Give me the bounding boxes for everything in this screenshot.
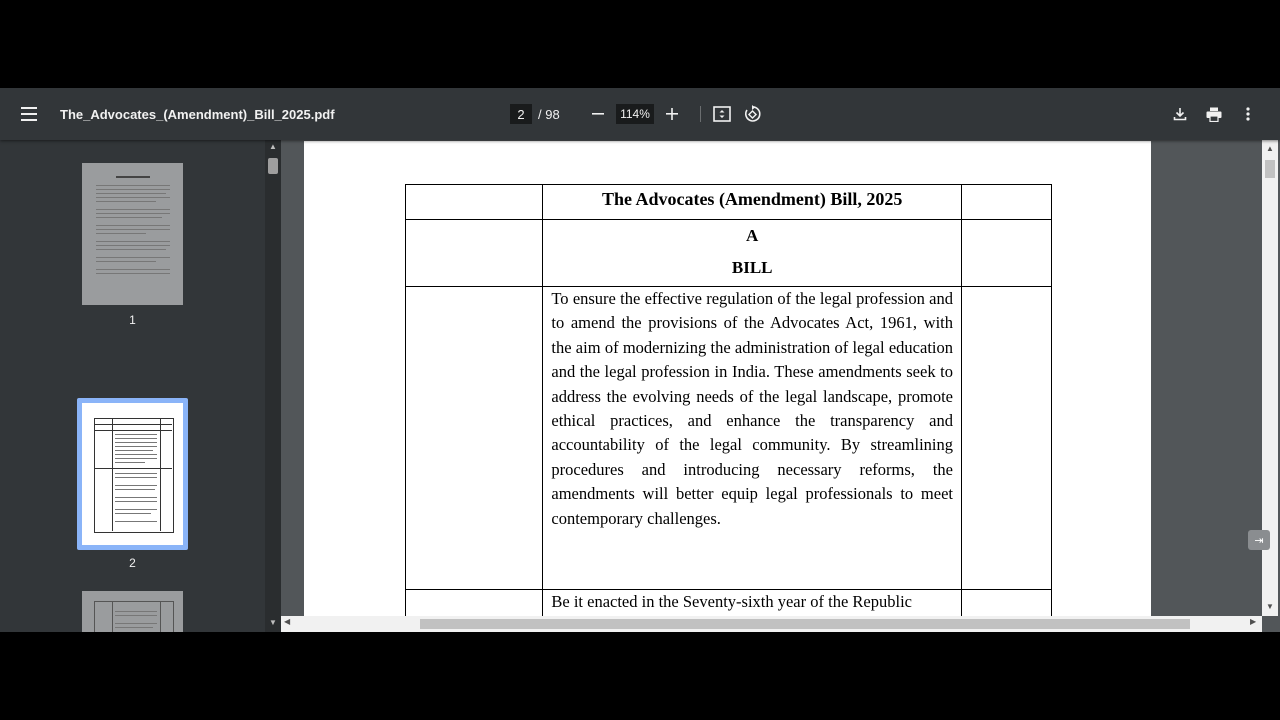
thumbnail-label: 1 <box>129 313 136 327</box>
scroll-right-icon[interactable]: ▶ <box>1250 617 1257 626</box>
fit-to-page-button[interactable] <box>706 88 738 140</box>
bill-heading-cell <box>543 220 962 287</box>
table-cell <box>962 220 1052 287</box>
bill-preamble <box>543 287 962 590</box>
bill-table <box>405 184 1052 621</box>
zoom-controls <box>582 88 688 140</box>
download-icon <box>1173 107 1187 121</box>
scroll-up-icon[interactable]: ▲ <box>1266 144 1274 153</box>
toolbar <box>0 88 1280 140</box>
more-actions-button[interactable] <box>1232 88 1264 140</box>
scroll-left-icon[interactable]: ◀ <box>284 617 291 626</box>
heading-bill: BILL <box>731 258 773 277</box>
vertical-scrollbar-thumb[interactable] <box>1265 160 1275 178</box>
bill-title: The Advocates (Amendment) Bill, 2025 <box>543 185 962 220</box>
table-cell <box>962 185 1052 220</box>
fit-page-icon <box>713 106 731 122</box>
download-button[interactable] <box>1164 88 1196 140</box>
zoom-in-icon <box>665 107 679 121</box>
table-cell <box>406 287 543 590</box>
menu-button[interactable] <box>14 88 46 140</box>
pdf-page <box>304 141 1151 621</box>
page-thumbnail[interactable] <box>82 163 183 305</box>
page-number-input[interactable] <box>510 104 532 124</box>
thumbnail-page-2[interactable] <box>82 403 183 545</box>
zoom-level-input[interactable] <box>616 104 654 124</box>
document-title: The_Advocates_(Amendment)_Bill_2025.pdf <box>60 106 335 122</box>
zoom-out-button[interactable] <box>582 98 614 130</box>
preamble-text: To ensure the effective regulation of the legal profession and to amend the provisions of the Advocates Act, 1961, with the aim of modernizing the administration of legal education and the legal profession in India. These amendments seek to address the evolving needs of the legal landscape, promote ethical practices, and enhance the transparency and accountability of the legal community. By streamlining procedures and introducing necessary reforms, the amendments will better equip legal professionals to meet contemporary challenges. <box>551 289 953 528</box>
sidebar-scroll-up-icon[interactable]: ▲ <box>269 142 277 151</box>
horizontal-scrollbar-thumb[interactable] <box>420 619 1190 629</box>
sidebar-scroll-down-icon[interactable]: ▼ <box>269 618 277 627</box>
enacting-clause: Be it enacted in the Seventy-sixth year of the Republic <box>543 590 962 622</box>
zoom-in-button[interactable] <box>656 98 688 130</box>
pdf-viewer <box>0 88 1280 632</box>
table-cell <box>962 287 1052 590</box>
thumbnail-label: 2 <box>129 556 136 570</box>
menu-icon <box>21 107 39 121</box>
sidebar-scrollbar[interactable] <box>265 140 281 632</box>
thumbnail-page-3[interactable] <box>82 591 183 632</box>
page-total: / 98 <box>538 106 560 122</box>
thumbnail-sidebar <box>0 140 265 632</box>
more-vert-icon <box>1246 107 1250 121</box>
thumbnail-page-1[interactable] <box>82 163 183 327</box>
zoom-out-icon <box>591 107 605 121</box>
sidebar-scrollbar-thumb[interactable] <box>268 158 278 174</box>
table-cell <box>406 220 543 287</box>
side-panel-tab-icon[interactable]: ⇥ <box>1248 530 1270 550</box>
page-selector <box>510 88 562 140</box>
toolbar-separator <box>700 106 701 122</box>
rotate-button[interactable] <box>736 88 768 140</box>
rotate-icon <box>743 105 761 123</box>
print-button[interactable] <box>1198 88 1230 140</box>
heading-a: A <box>746 226 759 245</box>
scroll-down-icon[interactable]: ▼ <box>1266 602 1274 611</box>
table-cell <box>406 185 543 220</box>
print-icon <box>1206 107 1222 122</box>
